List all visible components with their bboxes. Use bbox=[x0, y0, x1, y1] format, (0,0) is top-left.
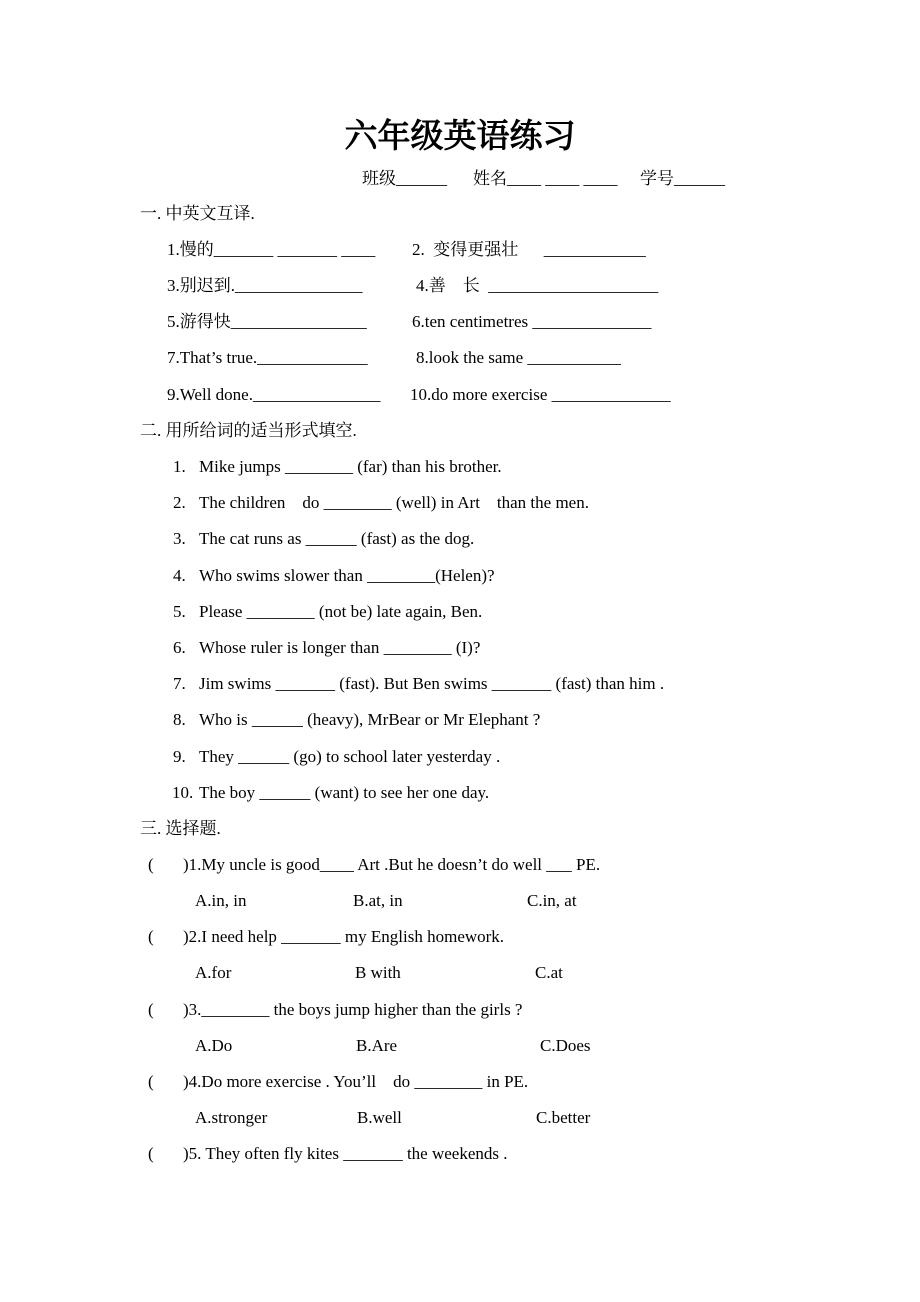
choice-question: )1.My uncle is good____ Art .But he doesn’t do well ___ PE. bbox=[183, 855, 601, 874]
translation-item: 5.游得快________________ bbox=[167, 312, 367, 331]
translation-item: 4.善 长 ____________________ bbox=[416, 276, 659, 295]
choice-question: )5. They often fly kites _______ the weekends . bbox=[183, 1144, 508, 1163]
fill-blank-item: Who is ______ (heavy), MrBear or Mr Elephant ? bbox=[199, 710, 541, 730]
fill-blank-item: The children do ________ (well) in Art than the men. bbox=[199, 493, 589, 513]
translation-item: 10.do more exercise ______________ bbox=[410, 385, 671, 404]
fill-blank-item: Who swims slower than ________(Helen)? bbox=[199, 565, 495, 585]
section-heading: 二. 用所给词的适当形式填空. bbox=[140, 421, 357, 440]
item-number: 4. bbox=[173, 565, 186, 585]
translation-item: 2. 变得更强壮 ____________ bbox=[412, 240, 646, 259]
choice-option: B with bbox=[355, 963, 401, 982]
translation-item: 1.慢的_______ _______ ____ bbox=[167, 240, 376, 259]
choice-option: A.Do bbox=[195, 1036, 233, 1055]
choice-option: B.at, in bbox=[353, 891, 403, 910]
translation-item: 6.ten centimetres ______________ bbox=[412, 312, 652, 331]
item-number: 6. bbox=[173, 638, 186, 657]
translation-item: 9.Well done._______________ bbox=[167, 385, 381, 404]
page-title: 六年级英语练习 bbox=[344, 119, 576, 155]
fill-blank-item: The cat runs as ______ (fast) as the dog. bbox=[199, 529, 475, 549]
choice-option: B.Are bbox=[356, 1036, 398, 1055]
item-number: 5. bbox=[173, 601, 186, 621]
choice-option: A.for bbox=[195, 963, 232, 982]
fill-blank-item: Please ________ (not be) late again, Ben. bbox=[199, 601, 483, 621]
item-number: 9. bbox=[173, 746, 186, 766]
answer-bracket[interactable]: ( bbox=[148, 1072, 154, 1091]
answer-bracket[interactable]: ( bbox=[148, 855, 154, 874]
section-heading: 一. 中英文互译. bbox=[140, 204, 255, 223]
answer-bracket[interactable]: ( bbox=[148, 1000, 154, 1019]
choice-question: )2.I need help _______ my English homework. bbox=[183, 927, 505, 946]
class-field: 班级______ bbox=[362, 169, 447, 188]
fill-blank-item: The boy ______ (want) to see her one day. bbox=[199, 782, 490, 802]
name-field: 姓名____ ____ ____ bbox=[473, 169, 618, 188]
item-number: 8. bbox=[173, 710, 186, 730]
translation-item: 7.That’s true._____________ bbox=[167, 348, 368, 367]
section-heading: 三. 选择题. bbox=[140, 819, 221, 838]
item-number: 3. bbox=[173, 529, 186, 549]
student-number-field: 学号______ bbox=[640, 169, 725, 188]
item-number: 7. bbox=[173, 674, 186, 694]
choice-option: A.stronger bbox=[195, 1108, 268, 1127]
item-number: 10. bbox=[172, 782, 194, 802]
choice-option: A.in, in bbox=[195, 891, 247, 910]
item-number: 2. bbox=[173, 493, 186, 513]
fill-blank-item: They ______ (go) to school later yesterday . bbox=[199, 746, 501, 766]
choice-option: C.Does bbox=[540, 1036, 591, 1055]
fill-blank-item: Whose ruler is longer than ________ (I)? bbox=[199, 638, 481, 657]
answer-bracket[interactable]: ( bbox=[148, 1144, 154, 1163]
choice-question: )3.________ the boys jump higher than the girls ? bbox=[183, 1000, 523, 1019]
fill-blank-item: Mike jumps ________ (far) than his brother. bbox=[199, 457, 502, 476]
choice-option: C.in, at bbox=[527, 891, 577, 910]
choice-option: B.well bbox=[357, 1108, 402, 1127]
item-number: 1. bbox=[173, 457, 186, 476]
choice-option: C.at bbox=[535, 963, 563, 982]
choice-question: )4.Do more exercise . You’ll do ________ in PE. bbox=[183, 1072, 529, 1091]
translation-item: 8.look the same ___________ bbox=[416, 348, 621, 367]
answer-bracket[interactable]: ( bbox=[148, 927, 154, 946]
choice-option: C.better bbox=[536, 1108, 591, 1127]
translation-item: 3.别迟到._______________ bbox=[167, 276, 363, 295]
fill-blank-item: Jim swims _______ (fast). But Ben swims _______ (fast) than him . bbox=[199, 674, 665, 694]
